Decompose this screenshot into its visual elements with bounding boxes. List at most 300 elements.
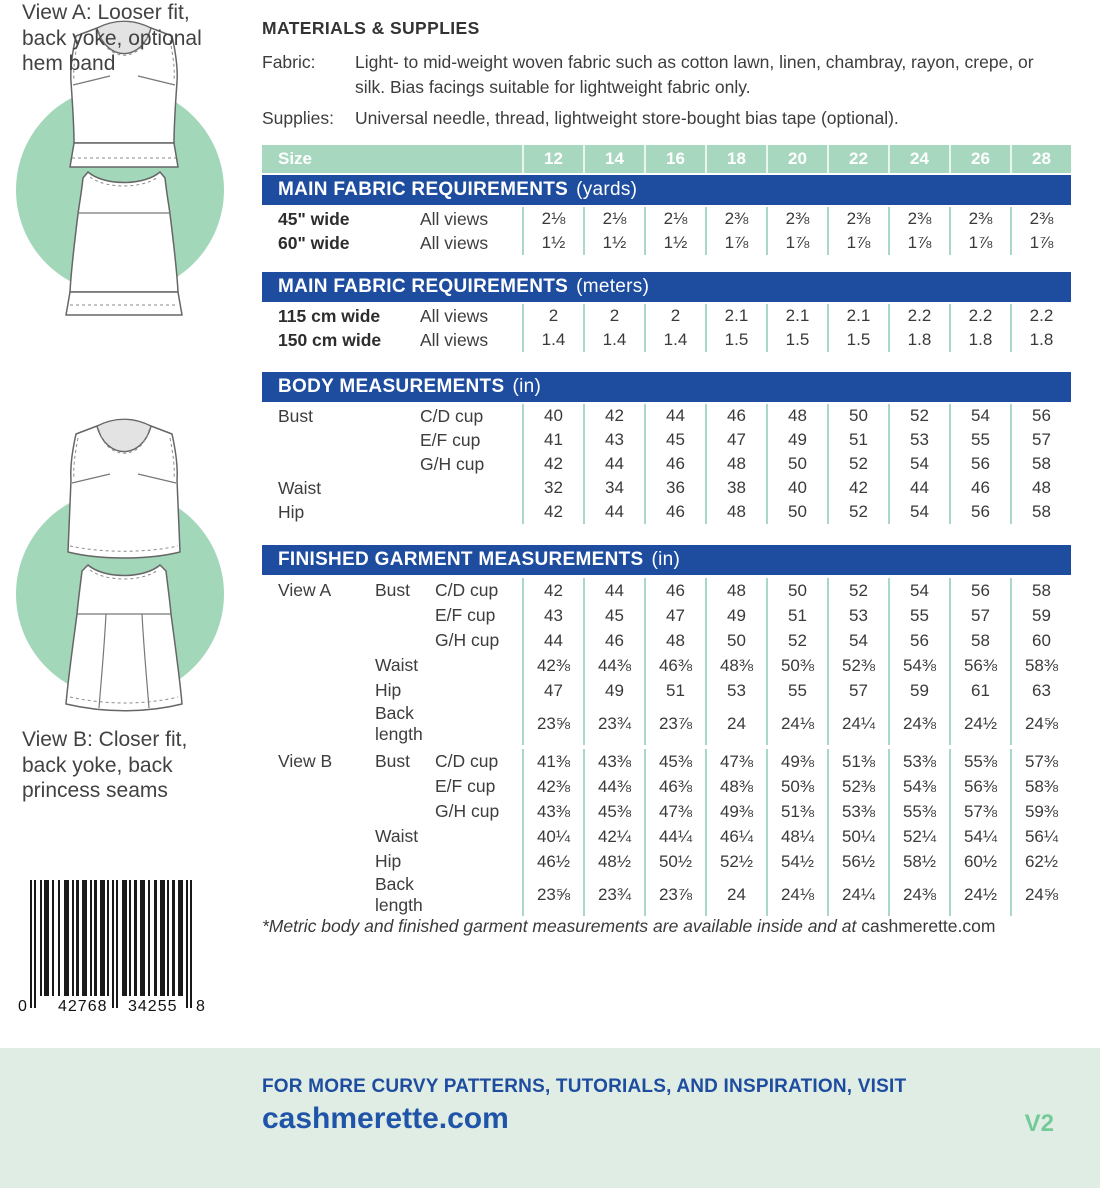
value-cell: 38 (705, 476, 766, 500)
value-cell: 48⅜ (705, 653, 766, 678)
value-cell: 46⅜ (644, 774, 705, 799)
value-cell: 44 (583, 500, 644, 524)
value-cell: 59⅜ (1010, 799, 1071, 824)
size-header-bar (262, 145, 1071, 173)
value-cell: 50½ (644, 849, 705, 874)
value-cell: 56¼ (1010, 824, 1071, 849)
value-cell: 2⅜ (1010, 207, 1071, 231)
table-row (262, 207, 1071, 231)
value-cell: 48 (705, 578, 766, 603)
value-cell: 2⅛ (583, 207, 644, 231)
value-cell: 58 (1010, 452, 1071, 476)
size-col-16: 16 (644, 145, 705, 173)
metric-footnote (262, 916, 995, 937)
size-col-26: 26 (949, 145, 1010, 173)
row-sub-label: E/F cup (435, 605, 496, 625)
table-row (262, 231, 1071, 255)
value-cell: 59 (888, 678, 949, 703)
value-cell: 1⅞ (827, 231, 888, 255)
value-cell: 60 (1010, 628, 1071, 653)
value-cell: 2.1 (705, 304, 766, 328)
value-cell: 46¼ (705, 824, 766, 849)
value-cell: 23¾ (583, 874, 644, 916)
value-cell: 43 (522, 603, 583, 628)
value-cell: 56 (1010, 404, 1071, 428)
section-header-body (262, 372, 1071, 402)
value-cell: 56½ (827, 849, 888, 874)
barcode-bars (16, 880, 221, 1012)
value-cell: 50⅜ (766, 653, 827, 678)
value-cell: 58½ (888, 849, 949, 874)
value-cell: 1.8 (1010, 328, 1071, 352)
row-label-label: Waist (375, 826, 419, 846)
value-cell: 49 (766, 428, 827, 452)
value-cell: 1.4 (522, 328, 583, 352)
value-cell: 46 (644, 578, 705, 603)
value-cell: 2 (583, 304, 644, 328)
value-cell: 2⅛ (644, 207, 705, 231)
value-cell: 24⅛ (766, 703, 827, 745)
value-cell: 2⅜ (949, 207, 1010, 231)
section-header-meters (262, 272, 1071, 302)
value-cell: 42 (522, 500, 583, 524)
value-cell: 2.1 (766, 304, 827, 328)
size-col-18: 18 (705, 145, 766, 173)
section-header-finished (262, 545, 1071, 575)
value-cell: 2.2 (888, 304, 949, 328)
value-cell: 24¼ (827, 703, 888, 745)
row-label-label: 45" wide (278, 208, 350, 229)
barcode-left-digit: 0 (18, 998, 28, 1015)
section-title-note: (in) (651, 549, 681, 570)
value-cell: 23⅝ (522, 874, 583, 916)
value-cell: 2.1 (827, 304, 888, 328)
value-cell: 54⅜ (888, 653, 949, 678)
value-cell: 47 (522, 678, 583, 703)
value-cell: 48 (705, 500, 766, 524)
value-cell: 1.8 (949, 328, 1010, 352)
value-cell: 32 (522, 476, 583, 500)
footer-tagline: FOR MORE CURVY PATTERNS, TUTORIALS, AND INSPIRATION, VISIT (262, 1076, 907, 1097)
value-cell: 58 (949, 628, 1010, 653)
value-cell: 24 (705, 874, 766, 916)
row-view-label (278, 678, 375, 703)
row-sub-label: All views (420, 232, 489, 253)
value-cell: 49⅜ (766, 749, 827, 774)
table-row (262, 500, 1071, 524)
row-sub-label (435, 874, 522, 916)
value-cell: 23⅞ (644, 874, 705, 916)
value-cell: 48 (705, 452, 766, 476)
value-cell: 23⅞ (644, 703, 705, 745)
value-cell: 44⅜ (583, 653, 644, 678)
row-label-label: Back length (375, 874, 423, 915)
value-cell: 42⅜ (522, 774, 583, 799)
value-cell: 1⅞ (766, 231, 827, 255)
value-cell: 44 (583, 578, 644, 603)
value-cell: 47⅜ (705, 749, 766, 774)
table-row (262, 578, 1071, 603)
row-sub-label: G/H cup (435, 801, 500, 821)
value-cell: 23¾ (583, 703, 644, 745)
value-cell: 24⅜ (888, 703, 949, 745)
value-cell: 34 (583, 476, 644, 500)
value-cell: 24⅛ (766, 874, 827, 916)
value-cell: 55 (949, 428, 1010, 452)
table-row (262, 452, 1071, 476)
table-row (262, 428, 1071, 452)
value-cell: 56 (949, 452, 1010, 476)
size-col-14: 14 (583, 145, 644, 173)
table-row (262, 824, 1071, 849)
row-label-label (375, 603, 435, 628)
value-cell: 40 (766, 476, 827, 500)
value-cell: 52 (827, 452, 888, 476)
value-cell: 49 (705, 603, 766, 628)
size-col-12: 12 (522, 145, 583, 173)
value-cell: 46 (644, 452, 705, 476)
row-sub-label (435, 653, 522, 678)
value-cell: 1⅞ (1010, 231, 1071, 255)
value-cell: 54 (888, 500, 949, 524)
value-cell: 52½ (705, 849, 766, 874)
value-cell: 55 (766, 678, 827, 703)
footnote-domain: cashmerette.com (861, 916, 996, 936)
value-cell: 24¼ (827, 874, 888, 916)
row-view-label (278, 849, 375, 874)
value-cell: 2⅜ (827, 207, 888, 231)
value-cell: 44 (583, 452, 644, 476)
value-cell: 61 (949, 678, 1010, 703)
value-cell: 2.2 (949, 304, 1010, 328)
table-row (262, 304, 1071, 328)
size-col-24: 24 (888, 145, 949, 173)
row-view-label (278, 799, 375, 824)
value-cell: 44 (522, 628, 583, 653)
value-cell: 57⅜ (949, 799, 1010, 824)
value-cell: 58 (1010, 500, 1071, 524)
row-label-label: Hip (278, 501, 305, 522)
value-cell: 50 (766, 500, 827, 524)
section-header-yards (262, 175, 1071, 205)
value-cell: 24⅜ (888, 874, 949, 916)
value-cell: 46½ (522, 849, 583, 874)
value-cell: 53 (705, 678, 766, 703)
value-cell: 57 (1010, 428, 1071, 452)
value-cell: 56 (949, 500, 1010, 524)
table-row (262, 328, 1071, 352)
section-title-note: (yards) (576, 179, 638, 200)
value-cell: 56⅜ (949, 653, 1010, 678)
value-cell: 52 (827, 578, 888, 603)
value-cell: 2 (522, 304, 583, 328)
value-cell: 2⅜ (705, 207, 766, 231)
value-cell: 24 (705, 703, 766, 745)
value-cell: 56 (949, 578, 1010, 603)
value-cell: 2⅛ (522, 207, 583, 231)
value-cell: 24½ (949, 874, 1010, 916)
row-sub-label: G/H cup (435, 630, 500, 650)
row-view-label (278, 824, 375, 849)
value-cell: 56⅜ (949, 774, 1010, 799)
materials-title: MATERIALS & SUPPLIES (262, 18, 480, 38)
row-label-label: Waist (278, 477, 322, 498)
value-cell: 63 (1010, 678, 1071, 703)
value-cell: 2⅜ (766, 207, 827, 231)
value-cell: 57⅜ (1010, 749, 1071, 774)
value-cell: 41 (522, 428, 583, 452)
row-sub-label (435, 824, 522, 849)
row-sub-label: E/F cup (420, 429, 481, 450)
value-cell: 40¼ (522, 824, 583, 849)
value-cell: 60½ (949, 849, 1010, 874)
value-cell: 47⅜ (644, 799, 705, 824)
value-cell: 48⅜ (705, 774, 766, 799)
view-a-caption: View A: Looser fit, back yoke, optional hem band (22, 1, 202, 76)
row-sub-label (435, 678, 522, 703)
row-view-label (278, 628, 375, 653)
row-label-label: Bust (278, 405, 314, 426)
table-row (262, 678, 1071, 703)
row-view-label: View A (278, 580, 332, 600)
value-cell: 43 (583, 428, 644, 452)
row-sub-label: C/D cup (420, 405, 484, 426)
value-cell: 41⅜ (522, 749, 583, 774)
value-cell: 1.5 (766, 328, 827, 352)
row-label-label: Bust (375, 580, 411, 600)
table-row (262, 628, 1071, 653)
row-label-label: 60" wide (278, 232, 350, 253)
value-cell: 57 (827, 678, 888, 703)
value-cell: 55⅜ (949, 749, 1010, 774)
value-cell: 54⅜ (888, 774, 949, 799)
value-cell: 54½ (766, 849, 827, 874)
row-sub-label: C/D cup (435, 751, 499, 771)
row-label-label: Waist (375, 655, 419, 675)
value-cell: 55⅜ (888, 799, 949, 824)
size-header-label: Size (278, 149, 313, 168)
value-cell: 23⅝ (522, 703, 583, 745)
tables-column (262, 0, 1072, 1048)
barcode (16, 880, 221, 1028)
value-cell: 48 (766, 404, 827, 428)
value-cell: 49⅜ (705, 799, 766, 824)
row-label-label: Hip (375, 851, 402, 871)
table-row (262, 603, 1071, 628)
body-measurements-table (262, 404, 1071, 524)
value-cell: 52 (888, 404, 949, 428)
supplies-label: Supplies: (262, 108, 334, 128)
row-sub-label: C/D cup (435, 580, 499, 600)
row-sub-label (420, 500, 522, 524)
value-cell: 45⅜ (583, 799, 644, 824)
finished-view-b-table (262, 749, 1071, 915)
value-cell: 1⅞ (888, 231, 949, 255)
value-cell: 1.8 (888, 328, 949, 352)
footer-band (0, 1048, 1100, 1188)
table-row (262, 774, 1071, 799)
row-label-label (375, 628, 435, 653)
row-sub-label: All views (420, 305, 489, 326)
value-cell: 53⅜ (888, 749, 949, 774)
value-cell: 51 (827, 428, 888, 452)
row-label-label: Bust (375, 751, 411, 771)
size-col-28: 28 (1010, 145, 1071, 173)
view-b-caption: View B: Closer fit, back yoke, back princess seams (22, 728, 188, 803)
value-cell: 51 (766, 603, 827, 628)
value-cell: 2 (644, 304, 705, 328)
value-cell: 46 (705, 404, 766, 428)
value-cell: 48½ (583, 849, 644, 874)
table-row (262, 799, 1071, 824)
value-cell: 1½ (522, 231, 583, 255)
value-cell: 51⅜ (827, 749, 888, 774)
table-row (262, 874, 1071, 915)
row-sub-label (435, 849, 522, 874)
value-cell: 2.2 (1010, 304, 1071, 328)
row-sub-label: All views (420, 208, 489, 229)
value-cell: 48¼ (766, 824, 827, 849)
value-cell: 54 (888, 452, 949, 476)
value-cell: 40 (522, 404, 583, 428)
row-view-label (278, 653, 375, 678)
row-label-label: 115 cm wide (278, 305, 381, 326)
value-cell: 51 (644, 678, 705, 703)
row-label-label (375, 799, 435, 824)
section-title: MAIN FABRIC REQUIREMENTS (278, 276, 569, 297)
value-cell: 50 (766, 452, 827, 476)
value-cell: 44⅜ (583, 774, 644, 799)
row-view-label (278, 703, 375, 745)
value-cell: 52 (827, 500, 888, 524)
value-cell: 54¼ (949, 824, 1010, 849)
value-cell: 47 (705, 428, 766, 452)
row-sub-label: All views (420, 329, 489, 350)
value-cell: 55 (888, 603, 949, 628)
value-cell: 50 (827, 404, 888, 428)
value-cell: 54 (827, 628, 888, 653)
value-cell: 45⅜ (644, 749, 705, 774)
value-cell: 1½ (644, 231, 705, 255)
value-cell: 24⅝ (1010, 874, 1071, 916)
version-label: V2 (1024, 1110, 1054, 1137)
value-cell: 44¼ (644, 824, 705, 849)
value-cell: 56 (888, 628, 949, 653)
row-label-label: 150 cm wide (278, 329, 382, 350)
row-view-label: View B (278, 751, 333, 771)
value-cell: 44 (888, 476, 949, 500)
size-col-22: 22 (827, 145, 888, 173)
value-cell: 58⅜ (1010, 774, 1071, 799)
value-cell: 42 (522, 578, 583, 603)
value-cell: 53 (827, 603, 888, 628)
value-cell: 1.4 (583, 328, 644, 352)
materials-supplies-section (262, 18, 1072, 131)
section-title: BODY MEASUREMENTS (278, 376, 505, 397)
value-cell: 52 (766, 628, 827, 653)
value-cell: 45 (644, 428, 705, 452)
section-title: MAIN FABRIC REQUIREMENTS (278, 179, 569, 200)
value-cell: 46⅜ (644, 653, 705, 678)
value-cell: 43⅜ (583, 749, 644, 774)
value-cell: 42⅜ (522, 653, 583, 678)
value-cell: 42 (522, 452, 583, 476)
footer-domain: cashmerette.com (262, 1102, 509, 1135)
barcode-right-digit: 8 (196, 998, 206, 1015)
row-sub-label: G/H cup (420, 453, 485, 474)
value-cell: 46 (644, 500, 705, 524)
value-cell: 1.5 (705, 328, 766, 352)
value-cell: 36 (644, 476, 705, 500)
table-row (262, 749, 1071, 774)
value-cell: 58⅜ (1010, 653, 1071, 678)
value-cell: 62½ (1010, 849, 1071, 874)
row-view-label (278, 874, 375, 916)
value-cell: 46 (949, 476, 1010, 500)
value-cell: 53⅜ (827, 799, 888, 824)
value-cell: 43⅜ (522, 799, 583, 824)
value-cell: 50 (705, 628, 766, 653)
value-cell: 1.5 (827, 328, 888, 352)
value-cell: 50⅜ (766, 774, 827, 799)
supplies-text: Universal needle, thread, lightweight store-bought bias tape (optional). (355, 108, 899, 128)
garment-illustration-view-b (6, 402, 242, 726)
table-row (262, 849, 1071, 874)
fabric-label: Fabric: (262, 52, 316, 72)
value-cell: 24½ (949, 703, 1010, 745)
value-cell: 51⅜ (766, 799, 827, 824)
footnote-text: *Metric body and finished garment measurements are available inside and at (262, 916, 862, 936)
fabric-text: Light- to mid-weight woven fabric such as cotton lawn, linen, chambray, rayon, crepe, or silk. Bias facings suitable for lightweight fabric only. (355, 52, 1034, 97)
value-cell: 48 (644, 628, 705, 653)
value-cell: 52¼ (888, 824, 949, 849)
row-label-label: Back length (375, 703, 423, 744)
value-cell: 53 (888, 428, 949, 452)
value-cell: 45 (583, 603, 644, 628)
value-cell: 50¼ (827, 824, 888, 849)
size-col-20: 20 (766, 145, 827, 173)
table-row (262, 404, 1071, 428)
value-cell: 42 (827, 476, 888, 500)
value-cell: 54 (949, 404, 1010, 428)
table-row (262, 653, 1071, 678)
value-cell: 47 (644, 603, 705, 628)
value-cell: 58 (1010, 578, 1071, 603)
value-cell: 52⅜ (827, 774, 888, 799)
value-cell: 42¼ (583, 824, 644, 849)
row-sub-label (435, 703, 522, 745)
meters-table (262, 304, 1071, 352)
finished-view-a-table (262, 578, 1071, 744)
value-cell: 44 (644, 404, 705, 428)
row-label-label (278, 452, 420, 476)
value-cell: 42 (583, 404, 644, 428)
table-row (262, 476, 1071, 500)
value-cell: 52⅜ (827, 653, 888, 678)
section-title-note: (meters) (576, 276, 650, 297)
value-cell: 1½ (583, 231, 644, 255)
value-cell: 46 (583, 628, 644, 653)
row-sub-label: E/F cup (435, 776, 496, 796)
value-cell: 49 (583, 678, 644, 703)
value-cell: 50 (766, 578, 827, 603)
value-cell: 2⅜ (888, 207, 949, 231)
value-cell: 48 (1010, 476, 1071, 500)
value-cell: 24⅝ (1010, 703, 1071, 745)
value-cell: 1.4 (644, 328, 705, 352)
row-label-label (375, 774, 435, 799)
row-label-label: Hip (375, 680, 402, 700)
